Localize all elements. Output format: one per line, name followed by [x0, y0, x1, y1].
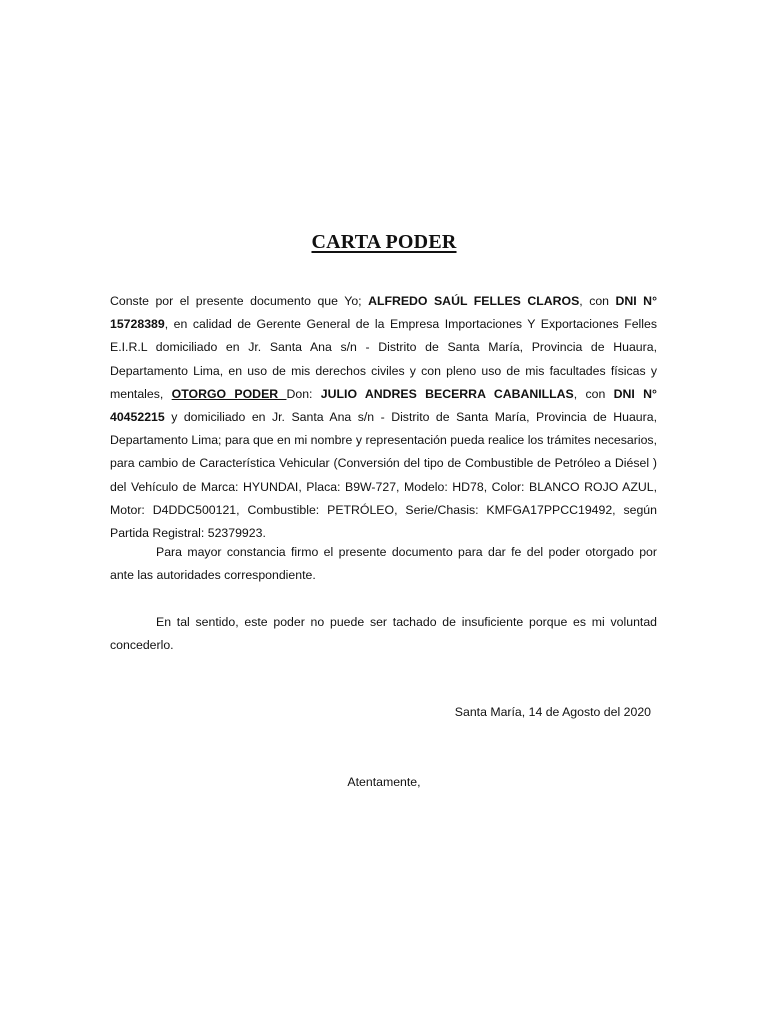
- grant-phrase: OTORGO PODER: [171, 386, 287, 401]
- paragraph-1-text-1: Conste por el presente documento que Yo;: [110, 294, 369, 308]
- paragraph-1-text-2: , con: [579, 294, 616, 308]
- body-paragraph-1: [110, 290, 657, 545]
- paragraph-1-text-6: y domiciliado en Jr. Santa Ana s/n - Distrito de Santa María, Provincia de Huaura, Departamento Lima; para que en mi nombre y representación pueda realice los trámites necesarios, para cambio de Característica Vehicular (Conversión del tipo de Combustible de Petróleo a Diésel ) del Vehículo de Marca: HYUNDAI, Placa: B9W-727, Modelo: HD78, Color: BLANCO ROJO AZUL, Motor: D4DDC500121, Combustible: PETRÓLEO, Serie/Chasis: KMFGA17PPCC19492, según Partida Registral: 52379923.: [110, 410, 657, 541]
- closing-salutation: Atentamente,: [347, 775, 421, 789]
- document-title: CARTA PODER: [311, 231, 457, 253]
- paragraph-1-text-4: Don:: [286, 386, 321, 401]
- grantor-dni: DNI N° 15728389: [110, 294, 657, 332]
- body-paragraph-3: En tal sentido, este poder no puede ser tachado de insuficiente porque es mi voluntad concederlo.: [110, 615, 657, 653]
- paragraph-1-text-3: , en calidad de Gerente General de la Empresa Importaciones Y Exportaciones Felles E.I.R.L domiciliado en Jr. Santa Ana s/n - Distrito de Santa María, Provincia de Huaura, Departamento Lima, en uso de mis derechos civiles y con pleno uso de mis facultades físicas y mentales,: [110, 317, 657, 401]
- grantee-dni: DNI N° 40452215: [110, 386, 657, 425]
- grantor-name: ALFREDO SAÚL FELLES CLAROS: [368, 294, 580, 308]
- date-line: Santa María, 14 de Agosto del 2020: [454, 705, 651, 719]
- paragraph-1-text-5: , con: [573, 386, 614, 401]
- body-paragraph-2: Para mayor constancia firmo el presente documento para dar fe del poder otorgado por ante las autoridades correspondiente.: [110, 545, 657, 583]
- grantee-name: JULIO ANDRES BECERRA CABANILLAS: [320, 386, 574, 401]
